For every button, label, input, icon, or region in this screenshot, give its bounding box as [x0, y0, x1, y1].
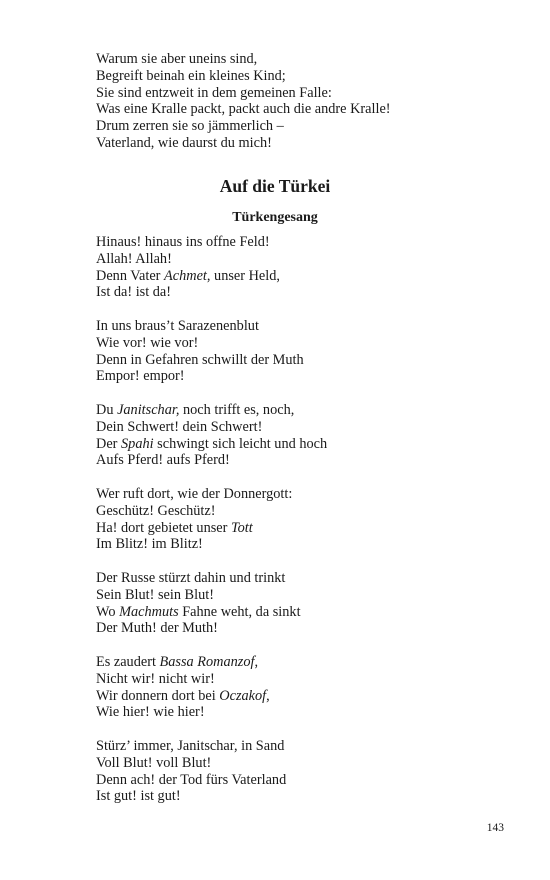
poem-line-text: schwingt sich leicht und hoch: [153, 435, 328, 452]
page-number: 143: [486, 822, 504, 834]
poem-line-text: Wie vor! wie vor!: [96, 334, 199, 351]
poem-stanza: [96, 570, 496, 637]
poem-line-italic-text: Bassa Romanzof: [159, 654, 255, 670]
poem-line: [96, 68, 496, 85]
poem-line-text: Sein Blut! sein Blut!: [96, 586, 214, 603]
poem-line-italic-text: Tott: [230, 519, 253, 536]
poem-line: [96, 101, 496, 118]
poem-line-text: Empor! empor!: [96, 368, 185, 385]
poem-line-text: Allah! Allah!: [96, 250, 172, 267]
poem-stanza-previous: [96, 51, 496, 152]
poem-stanza: [96, 654, 496, 721]
poem-line: [96, 51, 496, 68]
poem-line: [96, 671, 496, 688]
poem-line-italic-text: Janitschar,: [117, 402, 180, 418]
poem-subtitle: Türkengesang: [232, 210, 318, 225]
poem-line-text: Wie hier! wie hier!: [96, 704, 205, 721]
poem-line-text: Stürz’ immer, Janitschar, in Sand: [96, 738, 285, 754]
poem-stanza: [96, 234, 496, 301]
poem-line: [96, 755, 496, 772]
poem-line-text: Voll Blut! voll Blut!: [96, 754, 212, 771]
poem-line: [96, 419, 496, 436]
poem-line-text: Der Muth! der Muth!: [96, 620, 218, 637]
poem-line-text: Wir donnern dort bei: [96, 687, 220, 704]
poem-line: [96, 604, 496, 621]
poem-line: [96, 738, 496, 755]
poem-line-text: Ha! dort gebietet unser: [96, 519, 231, 536]
poem-title: Auf die Türkei: [219, 176, 331, 196]
poem-line-text: Ist da! ist da!: [96, 284, 172, 301]
poem-line: [96, 654, 496, 671]
poem-line: [96, 452, 496, 469]
poem-line-text: Warum sie aber uneins sind,: [96, 51, 258, 67]
poem-line: [96, 268, 496, 285]
poem-line-text: Sie sind entzweit in dem gemeinen Falle:: [96, 84, 332, 101]
poem-line-text: In uns braus’t Sarazenenblut: [96, 318, 259, 334]
poem-line-text: ,: [266, 687, 270, 704]
poem-line-text: Der Russe stürzt dahin und trinkt: [96, 570, 286, 586]
poem-line: [96, 335, 496, 352]
poem-line-text: Fahne weht, da sinkt: [178, 603, 301, 620]
poem-line-text: Ist gut! ist gut!: [96, 788, 181, 805]
poem-line-text: Aufs Pferd! aufs Pferd!: [96, 452, 230, 469]
poem-line-text: Denn ach! der Tod fürs Vaterland: [96, 771, 287, 788]
poem-stanza: [96, 738, 496, 805]
poem-line: [96, 587, 496, 604]
poem-line-text: Du: [96, 402, 118, 418]
poem-line-italic-text: Oczakof: [219, 687, 267, 704]
poem-line-text: Vaterland, wie daurst du mich!: [96, 134, 272, 151]
poem-line-text: Drum zerren sie so jämmerlich –: [96, 118, 284, 135]
poem-line: [96, 135, 496, 152]
poem-line: [96, 704, 496, 721]
poem-line-text: ,: [254, 654, 259, 670]
poem-line: [96, 788, 496, 805]
poem-line: [96, 486, 496, 503]
poem-line: [96, 85, 496, 102]
poem-line-text: Denn in Gefahren schwillt der Muth: [96, 351, 304, 368]
poem-line-text: Dein Schwert! dein Schwert!: [96, 418, 263, 435]
poem-stanza: [96, 318, 496, 385]
poem-line: [96, 118, 496, 135]
poem-line-text: Geschütz! Geschütz!: [96, 502, 216, 519]
poem-line-text: Es zaudert: [96, 654, 160, 670]
poem-line-text: Denn Vater: [96, 267, 165, 284]
poem-line-text: Wo: [96, 603, 120, 620]
poem-line: [96, 570, 496, 587]
poem-line: [96, 402, 496, 419]
poem-line: [96, 620, 496, 637]
poem-line: [96, 352, 496, 369]
poem-line: [96, 503, 496, 520]
poem-line-italic-text: Spahi: [121, 435, 154, 452]
poem-stanza: [96, 402, 496, 469]
poem-line-italic-text: Machmuts: [119, 603, 179, 620]
poem-line-text: noch trifft es, noch,: [179, 402, 295, 418]
poem-line-text: Was eine Kralle packt, packt auch die andre Kralle!: [96, 101, 391, 118]
poem-line: [96, 234, 496, 251]
poem-line-text: Hinaus! hinaus ins offne Feld!: [96, 234, 270, 250]
poem-line: [96, 520, 496, 537]
poem-line: [96, 536, 496, 553]
poem-line-text: Begreift beinah ein kleines Kind;: [96, 67, 286, 84]
poem-line-text: Nicht wir! nicht wir!: [96, 670, 215, 687]
poem-line: [96, 772, 496, 789]
poem-line: [96, 436, 496, 453]
poem-line-italic-text: Achmet: [164, 267, 207, 284]
poem-line: [96, 251, 496, 268]
poem-stanza: [96, 486, 496, 553]
poem-line-text: Wer ruft dort, wie der Donnergott:: [96, 486, 293, 502]
poem-line: [96, 284, 496, 301]
poem-line: [96, 688, 496, 705]
poem-line: [96, 318, 496, 335]
poem-line-text: , unser Held,: [206, 267, 280, 284]
poem-line-text: Der: [96, 435, 122, 452]
poem-line: [96, 368, 496, 385]
poem-line-text: Im Blitz! im Blitz!: [96, 536, 203, 553]
